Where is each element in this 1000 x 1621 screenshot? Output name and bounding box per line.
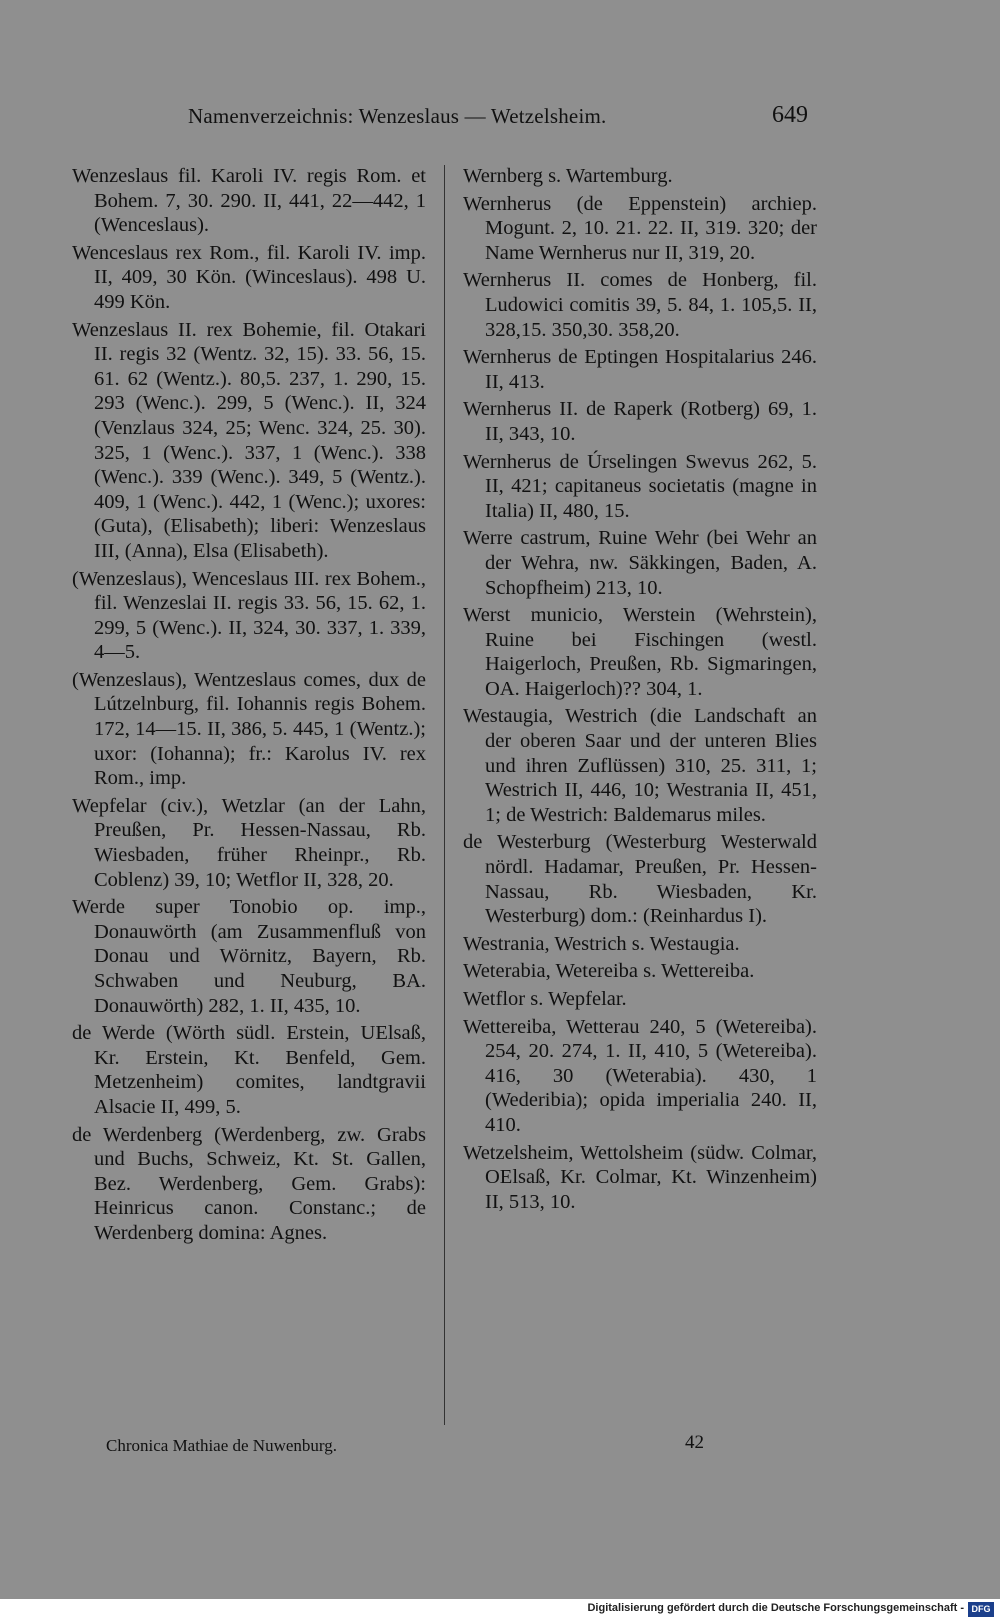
index-entry: Werre castrum, Ruine Wehr (bei Wehr an der Wehra, nw. Säkkingen, Baden, A. Schopfheim) 213, 10. bbox=[463, 527, 817, 599]
page-number: 649 bbox=[772, 102, 808, 128]
index-entry: Wernherus de Úrselingen Swevus 262, 5. II, 421; capitaneus societatis (magne in Italia) II, 480, 15. bbox=[463, 450, 817, 522]
index-entry: Wepfelar (civ.), Wetzlar (an der Lahn, Preußen, Pr. Hessen-Nassau, Rb. Wiesbaden, früher Rheinpr., Rb. Coblenz) 39, 10; Wetflor II, 328, 20. bbox=[72, 794, 426, 891]
index-entry: Westaugia, Westrich (die Landschaft an der oberen Saar und der unteren Blies und ihren Zuflüssen) 310, 25. 311, 1; Westrich II, 446, 10; Westrania II, 451, 1; de Westrich: Baldemarus miles. bbox=[463, 705, 817, 826]
index-entry: de Werdenberg (Werdenberg, zw. Grabs und Buchs, Schweiz, Kt. St. Gallen, Bez. Werdenberg, Gem. Grabs): Heinricus canon. Constanc.; de Werdenberg domina: Agnes. bbox=[72, 1123, 426, 1244]
index-entry: Wenzeslaus II. rex Bohemie, fil. Otakari II. regis 32 (Wentz. 32, 15). 33. 56, 15. 61. 62 (Wentz.). 80,5. 237, 1. 290, 15. 293 (Wenc.). 299, 5 (Wenc.). II, 324 (Venzlaus 324, 25; Wenc. 324, 25. 30). 325, 1 (Wenc.). 337, 1 (Wenc.). 338 (Wenc.). 339 (Wenc.). 349, 5 (Wentz.). 409, 1 (Wenc.). 442, 1 (Wenc.); uxores: (Guta), (Elisabeth); liberi: Wenzeslaus III, (Anna), Elsa (Elisabeth). bbox=[72, 318, 426, 562]
series-title: Chronica Mathiae de Nuwenburg. bbox=[106, 1436, 338, 1455]
funding-notice: Digitalisierung gefördert durch die Deutsche Forschungsgemeinschaft - bbox=[587, 1602, 964, 1614]
index-entry: Werst municio, Werstein (Wehrstein), Ruine bei Fischingen (westl. Haigerloch, Preußen, Rb. Sigmaringen, OA. Haigerloch)?? 304, 1. bbox=[463, 604, 817, 700]
index-entry: (Wenzeslaus), Wentzeslaus comes, dux de Lútzelnburg, fil. Iohannis regis Bohem. 172, 14—15. II, 386, 5. 445, 1 (Wentz.); uxor: (Iohanna); fr.: Karolus IV. rex Rom., imp. bbox=[72, 668, 426, 790]
index-entry: Wernherus (de Eppenstein) archiep. Mogunt. 2, 10. 21. 22. II, 319. 320; der Name Wernherus nur II, 319, 20. bbox=[463, 192, 817, 264]
index-entry: Wernherus II. de Raperk (Rotberg) 69, 1. II, 343, 10. bbox=[463, 398, 817, 445]
index-entry: Wenzeslaus fil. Karoli IV. regis Rom. et Bohem. 7, 30. 290. II, 441, 22—442, 1 (Wenceslaus). bbox=[72, 165, 426, 237]
index-entry: Weterabia, Wetereiba s. Wettereiba. bbox=[463, 960, 755, 983]
sheet-signature: 42 bbox=[685, 1432, 704, 1453]
index-column-right bbox=[463, 164, 817, 1217]
index-entry: de Werde (Wörth südl. Erstein, UElsaß, Kr. Erstein, Kt. Benfeld, Gem. Metzenheim) comites, landtgravii Alsacie II, 499, 5. bbox=[72, 1022, 426, 1118]
index-column-left bbox=[72, 164, 426, 1249]
index-entry: Westrania, Westrich s. Westaugia. bbox=[463, 932, 740, 955]
index-entry: Wetflor s. Wepfelar. bbox=[463, 988, 627, 1010]
index-entry: Wettereiba, Wetterau 240, 5 (Wetereiba). 254, 20. 274, 1. II, 410, 5 (Wetereiba). 416, 30 (Weterabia). 430, 1 (Wederibia); opida imperialia 240. II, 410. bbox=[463, 1015, 817, 1136]
funding-bar bbox=[0, 1599, 1000, 1621]
index-entry: Wernherus II. comes de Honberg, fil. Ludowici comitis 39, 5. 84, 1. 105,5. II, 328,15. 350,30. 358,20. bbox=[463, 269, 817, 341]
running-head: Namenverzeichnis: Wenzeslaus — Wetzelsheim. bbox=[188, 104, 607, 128]
index-entry: Wernberg s. Wartemburg. bbox=[463, 165, 673, 187]
index-entry: Wernherus de Eptingen Hospitalarius 246. II, 413. bbox=[463, 346, 817, 393]
index-entry: (Wenzeslaus), Wenceslaus III. rex Bohem., fil. Wenzeslai II. regis 33. 56, 15. 62, 1. 299, 5 (Wenc.). II, 324, 30. 337, 1. 339, 4—5. bbox=[72, 567, 426, 664]
index-entry: Werde super Tonobio op. imp., Donauwörth (am Zusammenfluß von Donau und Wörnitz, Bayern, Rb. Schwaben und Neuburg, BA. Donauwörth) 282, 1. II, 435, 10. bbox=[72, 896, 426, 1017]
dfg-logo-icon: DFG bbox=[968, 1602, 994, 1617]
index-entry: de Westerburg (Westerburg Westerwald nördl. Hadamar, Preußen, Pr. Hessen-Nassau, Rb. Wiesbaden, Kr. Westerburg) dom.: (Reinhardus I). bbox=[463, 831, 817, 928]
index-entry: Wetzelsheim, Wettolsheim (südw. Colmar, OElsaß, Kr. Colmar, Kt. Winzenheim) II, 513, 10. bbox=[463, 1141, 817, 1213]
column-divider bbox=[444, 165, 445, 1425]
index-entry: Wenceslaus rex Rom., fil. Karoli IV. imp. II, 409, 30 Kön. (Winceslaus). 498 U. 499 Kön. bbox=[72, 241, 426, 313]
